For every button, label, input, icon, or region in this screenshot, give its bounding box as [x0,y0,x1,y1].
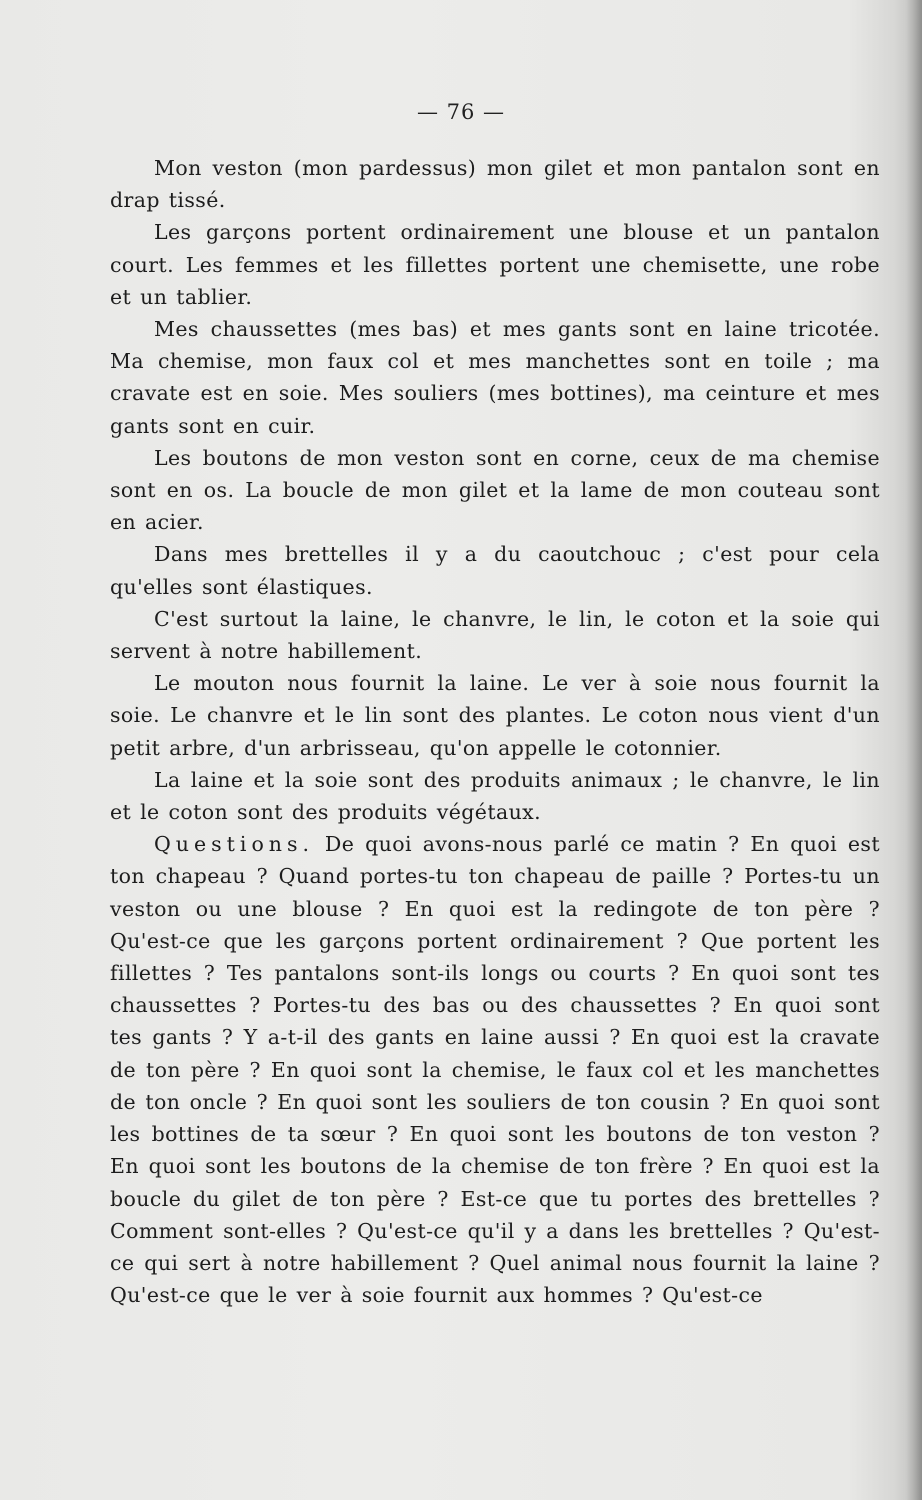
page-body [110,152,880,1311]
paragraph-suspenders: Dans mes brettelles il y a du caoutchouc ; c'est pour cela qu'elles sont élastiques. [110,542,880,599]
paragraph-boys-girls-clothing: Les garçons portent ordinairement une blouse et un pantalon court. Les femmes et les fillettes portent une chemisette, une robe et un tablier. [110,220,880,309]
paragraph-main-fibers: C'est surtout la laine, le chanvre, le lin, le coton et la soie qui servent à notre habillement. [110,606,880,664]
paragraph-buttons: Les boutons de mon veston sont en corne, ceux de ma chemise sont en os. La boucle de mon gilet et la lame de mon couteau sont en acier. [110,445,880,535]
page-edge-shadow [906,0,922,1500]
page-number: — 76 — [416,100,506,124]
questions-text: De quoi avons-nous parlé ce matin ? En quoi est ton chapeau ? Quand portes-tu ton chapeau de paille ? Portes-tu un veston ou une blouse ? En quoi est la redingote de ton père ? Qu'est-ce que les garçons portent ordinairement ? Que portent les fillettes ? Tes pantalons sont-ils longs ou courts ? En quoi sont tes chaussettes ? Portes-tu des bas ou des chaussettes ? En quoi sont tes gants ? Y a-t-il des gants en laine aussi ? En quoi est la cravate de ton père ? En quoi sont la chemise, le faux col et les manchettes de ton oncle ? En quoi sont les souliers de ton cousin ? En quoi sont les bottines de ta sœur ? En quoi sont les boutons de ton veston ? En quoi sont les boutons de la chemise de ton frère ? En quoi est la boucle du gilet de ton père ? Est-ce que tu portes des brettelles ? Comment sont-elles ? Qu'est-ce qu'il y a dans les brettelles ? Qu'est-ce qui sert à notre habillement ? Quel animal nous fournit la laine ? Qu'est-ce que le ver à soie fournit aux hommes ? Qu'est-ce [110,832,880,1308]
paragraph-animal-vegetable: La laine et la soie sont des produits animaux ; le chanvre, le lin et le coton sont des produits végétaux. [110,767,880,825]
paragraph-materials: Mes chaussettes (mes bas) et mes gants sont en laine tricotée. Ma chemise, mon faux col et mes manchettes sont en toile ; ma cravate est en soie. Mes souliers (mes bottines), ma ceinture et mes gants sont en cuir. [110,317,880,438]
paragraph-clothing-fabric: Mon veston (mon pardessus) mon gilet et mon pantalon sont en drap tissé. [110,156,880,213]
paragraph-fiber-sources: Le mouton nous fournit la laine. Le ver à soie nous fournit la soie. Le chanvre et le lin sont des plantes. Le coton nous vient d'un petit arbre, d'un arbrisseau, qu'on appelle le cotonnier. [110,671,880,760]
questions-label: Questions. [154,832,315,857]
questions-paragraph [110,828,880,1311]
